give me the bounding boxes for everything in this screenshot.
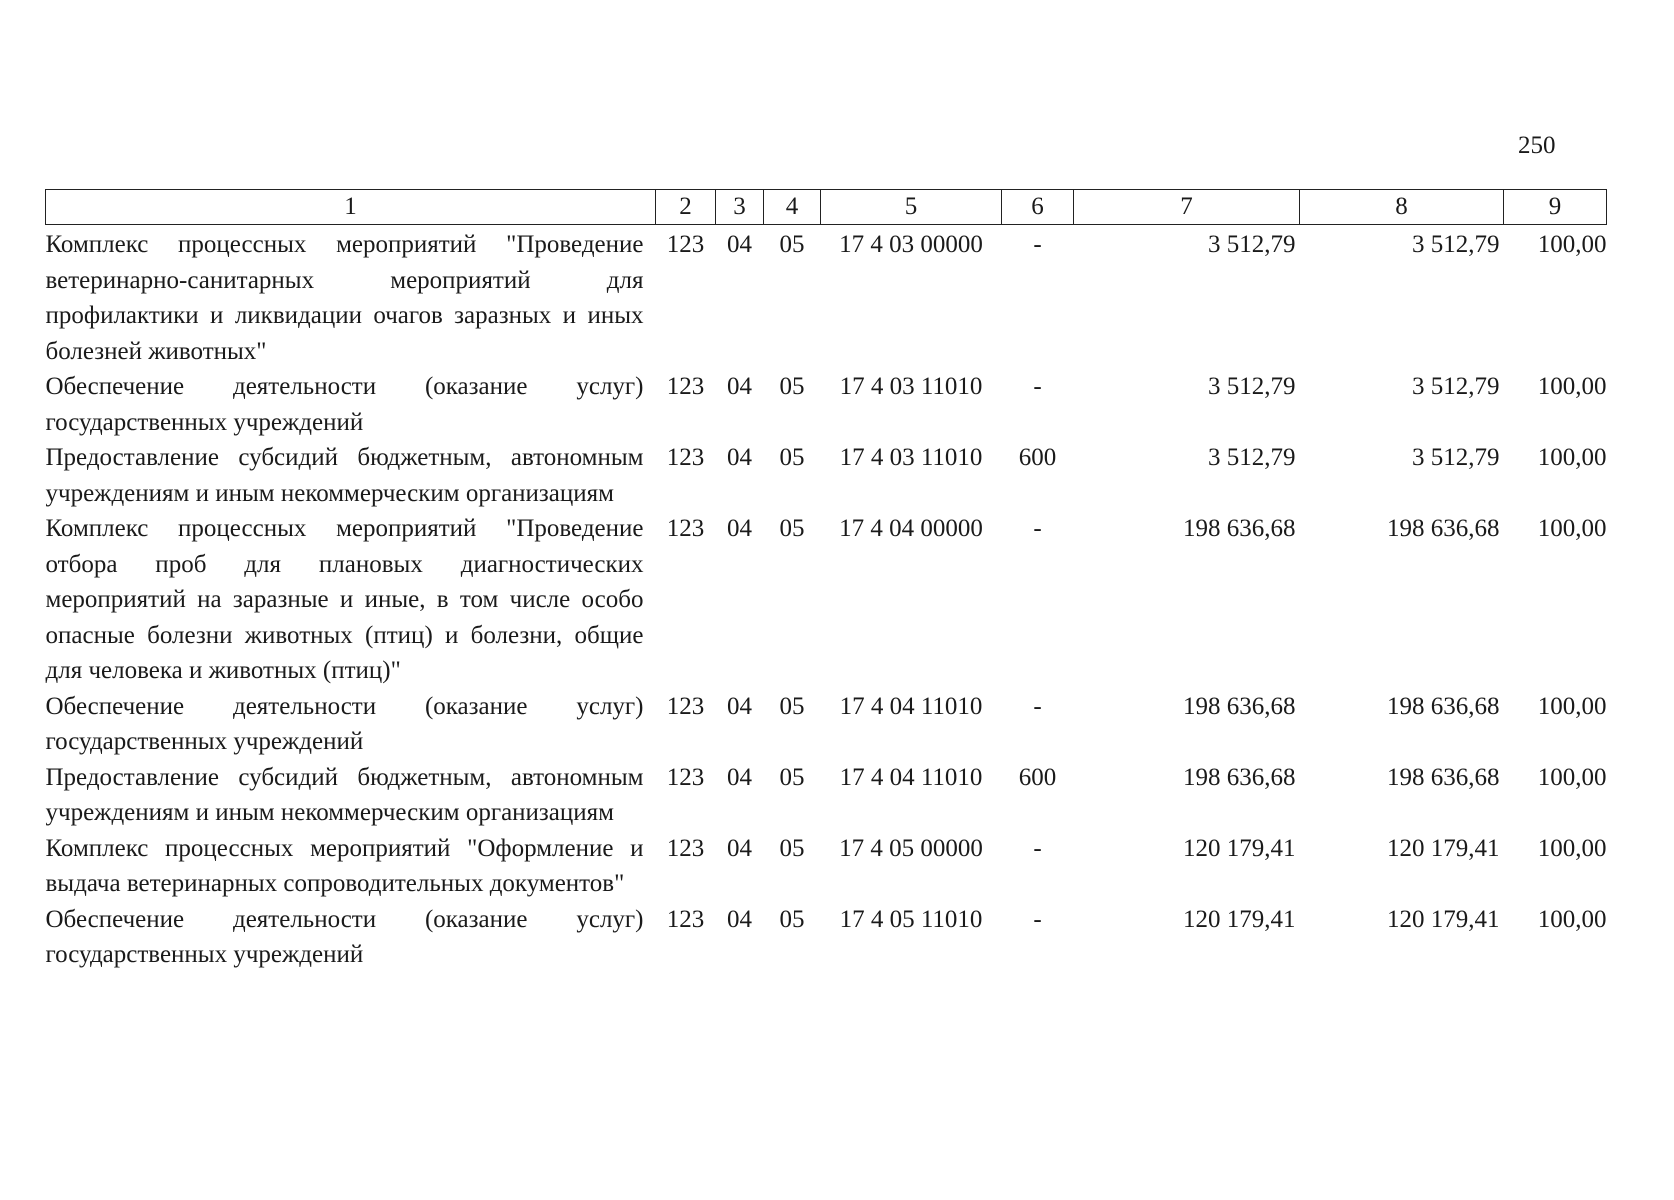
expense-type-code: 600: [1018, 444, 1057, 471]
execution-percent: 100,00: [1537, 373, 1607, 400]
ministry-code: 123: [666, 905, 705, 933]
ministry-code: 123: [666, 763, 705, 791]
target-article-code: 17 4 03 00000: [839, 231, 983, 258]
item-name: Обеспечение деятельности (оказание услуг) государственных учреждений: [45, 373, 644, 436]
executed-amount: 198 636,68: [1387, 692, 1500, 720]
column-header: 7: [1074, 190, 1300, 225]
section-code: 04: [727, 692, 752, 720]
executed-amount: 3 512,79: [1412, 444, 1500, 471]
target-article-code: 17 4 04 11010: [839, 763, 983, 791]
table-row: [46, 689, 1607, 760]
target-article-code: 17 4 04 00000: [839, 515, 983, 542]
planned-amount: 3 512,79: [1208, 373, 1296, 400]
planned-amount: 120 179,41: [1183, 834, 1296, 862]
execution-percent: 100,00: [1537, 692, 1607, 720]
table-row: [46, 511, 1607, 689]
planned-amount: 3 512,79: [1208, 444, 1296, 471]
expense-type-code: -: [1033, 905, 1042, 933]
budget-table: [45, 189, 1607, 973]
section-code: 04: [727, 834, 752, 862]
ministry-code: 123: [666, 373, 705, 400]
planned-amount: 198 636,68: [1183, 515, 1296, 542]
item-name: Комплекс процессных мероприятий "Оформление и выдача ветеринарных сопроводительных документов": [45, 834, 644, 897]
table-body: [46, 225, 1607, 973]
ministry-code: 123: [666, 834, 705, 862]
section-code: 04: [727, 231, 752, 258]
table-row: [46, 369, 1607, 440]
item-name: Комплекс процессных мероприятий "Проведение ветеринарно-санитарных мероприятий для профилактики и ликвидации очагов заразных и иных болезней животных": [45, 231, 644, 365]
subsection-code: 05: [779, 692, 805, 720]
planned-amount: 198 636,68: [1183, 763, 1296, 791]
table-row: [46, 440, 1607, 511]
execution-percent: 100,00: [1537, 515, 1607, 542]
table-row: [46, 831, 1607, 902]
subsection-code: 05: [779, 231, 805, 258]
table-row: [46, 902, 1607, 973]
target-article-code: 17 4 05 00000: [839, 834, 983, 862]
executed-amount: 120 179,41: [1387, 834, 1500, 862]
execution-percent: 100,00: [1537, 834, 1607, 862]
ministry-code: 123: [666, 515, 705, 542]
column-header: 5: [821, 190, 1002, 225]
expense-type-code: -: [1033, 692, 1042, 720]
executed-amount: 3 512,79: [1412, 231, 1500, 258]
section-code: 04: [727, 515, 752, 542]
table-row: [46, 760, 1607, 831]
section-code: 04: [727, 444, 752, 471]
item-name: Предоставление субсидий бюджетным, автономным учреждениям и иным некоммерческим организациям: [45, 444, 644, 507]
subsection-code: 05: [779, 763, 805, 791]
subsection-code: 05: [779, 515, 805, 542]
executed-amount: 198 636,68: [1387, 763, 1500, 791]
expense-type-code: -: [1033, 373, 1042, 400]
execution-percent: 100,00: [1537, 444, 1607, 471]
section-code: 04: [727, 905, 752, 933]
executed-amount: 120 179,41: [1387, 905, 1500, 933]
page-number: 250: [1518, 132, 1556, 159]
target-article-code: 17 4 03 11010: [839, 373, 983, 400]
item-name: Предоставление субсидий бюджетным, автономным учреждениям и иным некоммерческим организациям: [45, 763, 644, 826]
column-header: 3: [716, 190, 764, 225]
expense-type-code: -: [1033, 515, 1042, 542]
execution-percent: 100,00: [1537, 763, 1607, 791]
column-header: 6: [1002, 190, 1074, 225]
planned-amount: 120 179,41: [1183, 905, 1296, 933]
section-code: 04: [727, 763, 752, 791]
column-header: 1: [46, 190, 656, 225]
target-article-code: 17 4 03 11010: [839, 444, 983, 471]
column-header: 9: [1504, 190, 1607, 225]
target-article-code: 17 4 05 11010: [839, 905, 983, 933]
subsection-code: 05: [779, 834, 805, 862]
section-code: 04: [727, 373, 752, 400]
subsection-code: 05: [779, 373, 805, 400]
table-row: [46, 225, 1607, 370]
subsection-code: 05: [779, 905, 805, 933]
planned-amount: 198 636,68: [1183, 692, 1296, 720]
expense-type-code: 600: [1018, 763, 1057, 791]
expense-type-code: -: [1033, 834, 1042, 862]
planned-amount: 3 512,79: [1208, 231, 1296, 258]
item-name: Обеспечение деятельности (оказание услуг) государственных учреждений: [45, 692, 644, 755]
column-number-row: [46, 190, 1607, 225]
execution-percent: 100,00: [1537, 231, 1607, 258]
ministry-code: 123: [666, 692, 705, 720]
ministry-code: 123: [666, 444, 705, 471]
executed-amount: 3 512,79: [1412, 373, 1500, 400]
column-header: 2: [656, 190, 716, 225]
execution-percent: 100,00: [1537, 905, 1607, 933]
column-header: 8: [1300, 190, 1504, 225]
table-header: [46, 190, 1607, 225]
target-article-code: 17 4 04 11010: [839, 692, 983, 720]
item-name: Обеспечение деятельности (оказание услуг) государственных учреждений: [45, 905, 644, 968]
executed-amount: 198 636,68: [1387, 515, 1500, 542]
item-name: Комплекс процессных мероприятий "Проведение отбора проб для плановых диагностических мероприятий на заразные и иные, в том числе особо опасные болезни животных (птиц) и болезни, общие для человека и животных (птиц)": [45, 515, 644, 684]
ministry-code: 123: [666, 231, 705, 258]
subsection-code: 05: [779, 444, 805, 471]
expense-type-code: -: [1033, 231, 1042, 258]
column-header: 4: [764, 190, 821, 225]
